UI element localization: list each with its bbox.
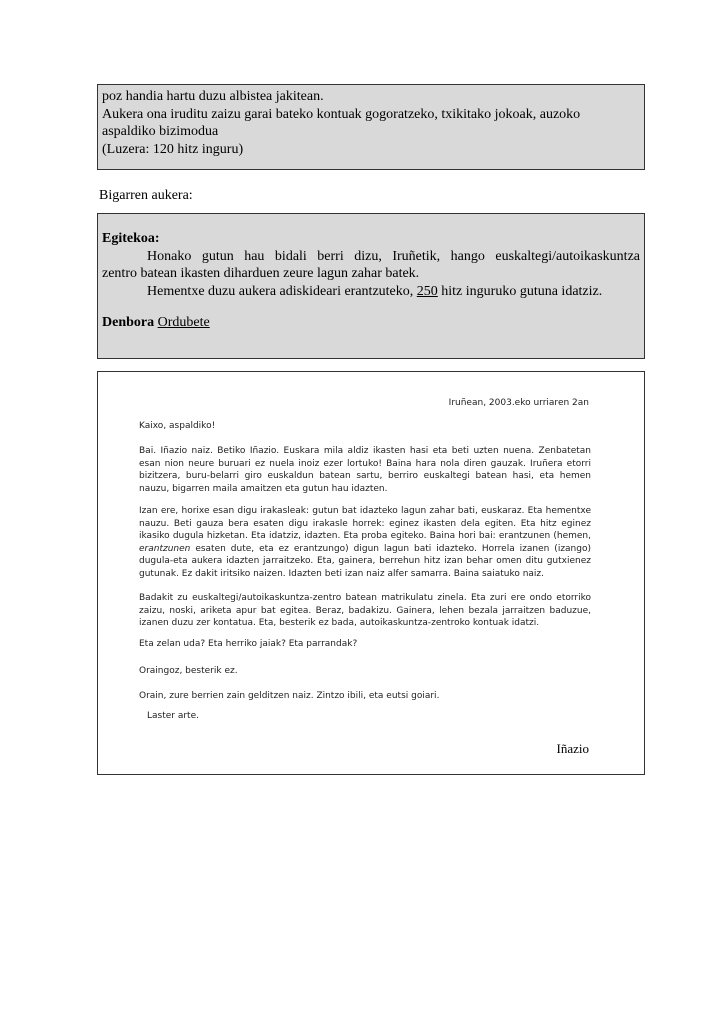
task-line-1: Honako gutun hau bidali berri dizu, Iruñetik, hango euskaltegi/autoikaskuntza: [147, 248, 640, 264]
letter-greeting: Kaixo, aspaldiko!: [139, 421, 216, 431]
box1-line-4: (Luzera: 120 hitz inguru): [102, 141, 244, 157]
letter-box: [97, 371, 645, 775]
box1-line-2: Aukera ona iruditu zaizu garai bateko kontuak gogoratzeko, txikitako jokoak, auzoko: [102, 106, 581, 122]
letter-question: Eta zelan uda? Eta herriko jaiak? Eta parrandak?: [139, 639, 358, 649]
letter-paragraph-2: Izan ere, horixe esan digu irakasleak: gutun bat idazteko lagun zahar bati, euskaraz. Eta hementxe nauzu. Beti gauza bera esaten digu irakasle horrek: eginez ikasten dela egiten. Eta hitz eginez ikasiko dugula hizketan. Eta idatziz, idazten. Eta proba egiteko. Baina hori bai: erantzunen (hemen, erantzunen esaten dute, eta ez erantzungo) digun lagun bati idazteko. Horrela izanen (izango) dugula-eta aukera idazten jarraitzeko. Eta, gainera, berrehun hitz izan behar omen ditu gutxienez gutunak. Ez dakit iritsiko naizen. Idazten beti izan naiz alfer samarra. Baina saiatuko naiz.: [139, 506, 591, 579]
word-count: 250: [416, 283, 438, 299]
letter-closing-1: Oraingoz, besterik ez.: [139, 666, 238, 676]
box1-line-3: aspaldiko bizimodua: [102, 124, 219, 139]
letter-paragraph-1: Bai. Iñazio naiz. Betiko Iñazio. Euskara mila aldiz ikasten hasi eta beti uzten nuena. Zenbatetan esan nion neure buruari ez nuela inoiz ezer lortuko! Baina hara nola diren gauzak. Iruñera etorri bizitzera, buru-belarri giro euskaldun batean sartu, berriro euskaltegi batean hasi, eta hemen nauzu, bigarren maila amaitzen eta gutun hau idazten.: [139, 446, 591, 494]
second-option-heading: Bigarren aukera:: [99, 188, 193, 203]
time-label: Denbora: [102, 315, 155, 330]
time-row: [102, 314, 640, 332]
task-label: Egitekoa:: [102, 231, 160, 246]
previous-option-box: [97, 84, 645, 170]
time-value: Ordubete: [157, 315, 210, 330]
letter-farewell: Laster arte.: [147, 711, 199, 721]
task-line-3: Hementxe duzu aukera adiskideari erantzuteko, 250 hitz inguruko gutuna idatziz.: [147, 283, 603, 299]
letter-paragraph-3: Badakit zu euskaltegi/autoikaskuntza-zentro batean matrikulatu zinela. Eta zuri ere ondo etorriko zaizu, noski, ariketa apur bat egitea. Beraz, badakizu. Gainera, lehen bezala jarraitzen baduzue, izanen duzu zer kontatua. Eta, besterik ez bada, autoikaskuntza-zentroko kontuak idatzi.: [139, 593, 591, 629]
task-line-2: zentro batean ikasten diharduen zeure lagun zahar batek.: [102, 266, 420, 281]
task-box: [97, 213, 645, 359]
box1-line-1: poz handia hartu duzu albistea jakitean.: [102, 89, 324, 104]
letter-signature: Iñazio: [556, 741, 589, 756]
letter-closing-2: Orain, zure berrien zain gelditzen naiz. Zintzo ibili, eta eutsi goiari.: [139, 691, 440, 701]
letter-date: Iruñean, 2003.eko urriaren 2an: [448, 398, 589, 408]
